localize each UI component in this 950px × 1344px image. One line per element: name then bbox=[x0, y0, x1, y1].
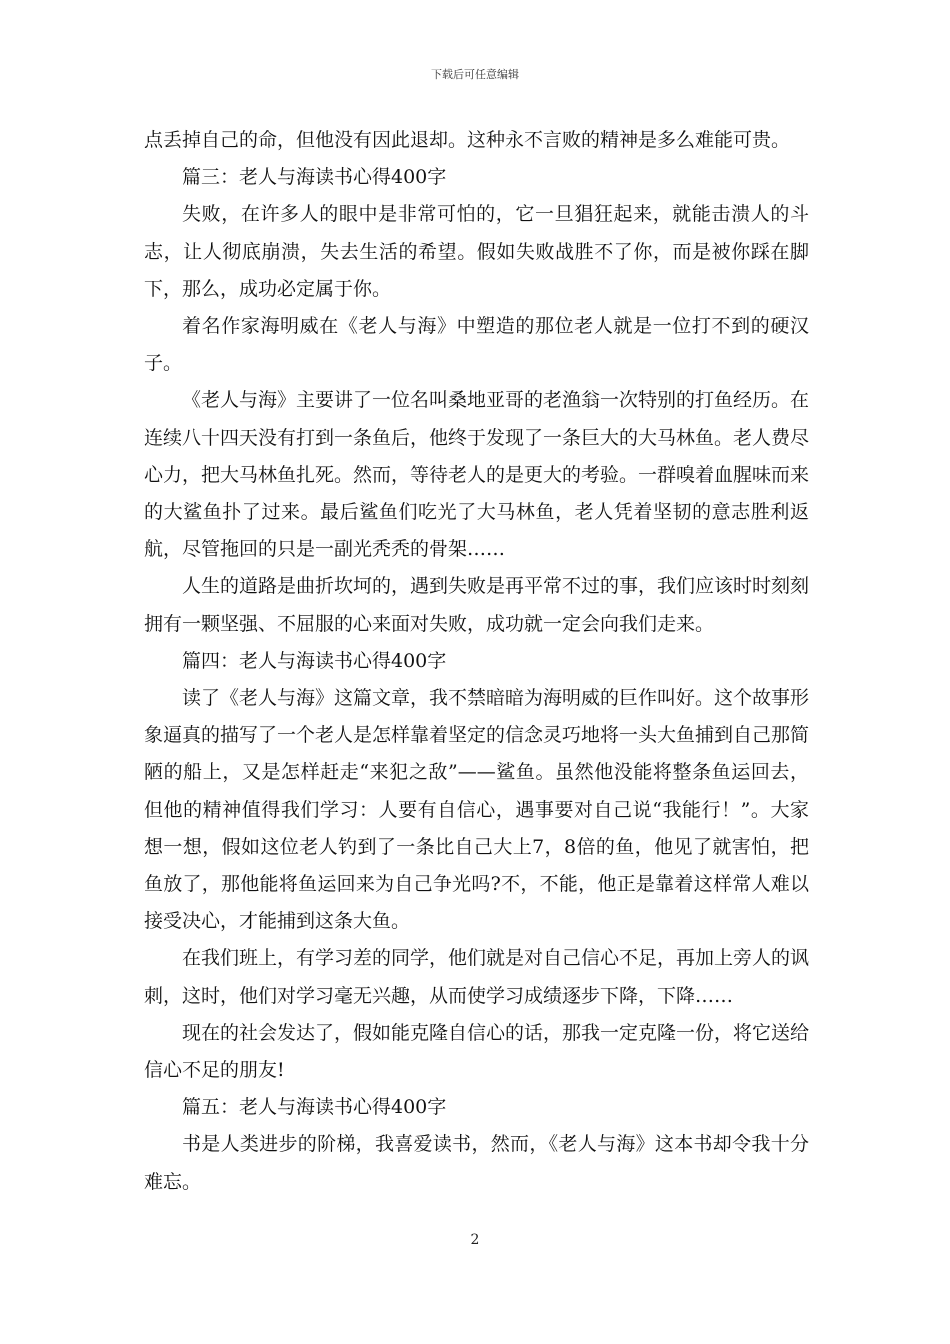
paragraph: 在我们班上，有学习差的同学，他们就是对自己信心不足，再加上旁人的讽刺，这时，他们对学习毫无兴趣，从而使学习成绩逐步下降，下降…… bbox=[144, 947, 810, 1007]
paragraph: 点丢掉自己的命，但他没有因此退却。这种永不言败的精神是多么难能可贵。 bbox=[144, 129, 791, 151]
paragraph: 书是人类进步的阶梯，我喜爱读书，然而，《老人与海》这本书却令我十分难忘。 bbox=[144, 1133, 809, 1193]
section-heading: 篇四：老人与海读书心得400字 bbox=[182, 649, 447, 672]
paragraph: 失败，在许多人的眼中是非常可怕的，它一旦猖狂起来，就能击溃人的斗志，让人彻底崩溃，失去生活的希望。假如失败战胜不了你，而是被你踩在脚下，那么，成功必定属于你。 bbox=[144, 203, 809, 300]
paragraph: 《老人与海》主要讲了一位名叫桑地亚哥的老渔翁一次特别的打鱼经历。在连续八十四天没有打到一条鱼后，他终于发现了一条巨大的大马林鱼。老人费尽心力，把大马林鱼扎死。然而，等待老人的是更大的考验。一群嗅着血腥味而来的大鲨鱼扑了过来。最后鲨鱼们吃光了大马林鱼，老人凭着坚韧的意志胜利返航，尽管拖回的只是一副光秃秃的骨架…… bbox=[144, 389, 810, 561]
document-body bbox=[144, 122, 809, 1201]
section-heading: 篇五：老人与海读书心得400字 bbox=[182, 1096, 447, 1119]
paragraph: 现在的社会发达了，假如能克隆自信心的话，那我一定克隆一份，将它送给信心不足的朋友! bbox=[144, 1021, 810, 1082]
paragraph: 着名作家海明威在《老人与海》中塑造的那位老人就是一位打不到的硬汉子。 bbox=[144, 315, 809, 375]
page-number: 2 bbox=[470, 1232, 480, 1248]
section-heading: 篇三：老人与海读书心得400字 bbox=[182, 166, 447, 189]
paragraph: 读了《老人与海》这篇文章，我不禁暗暗为海明威的巨作叫好。这个故事形象逼真的描写了一个老人是怎样靠着坚定的信念灵巧地将一头大鱼捕到自己那简陋的船上，又是怎样赶走“来犯之敌”——鲨鱼。虽然他没能将整条鱼运回去，但他的精神值得我们学习：人要有自信心，遇事要对自己说“我能行！”。大家想一想，假如这位老人钓到了一条比自己大上7，8倍的鱼，他见了就害怕，把鱼放了，那他能将鱼运回来为自己争光吗?不，不能，他正是靠着这样常人难以接受决心，才能捕到这条大鱼。 bbox=[144, 687, 810, 933]
page-header: 下载后可任意编辑 bbox=[431, 68, 519, 81]
paragraph: 人生的道路是曲折坎坷的，遇到失败是再平常不过的事，我们应该时时刻刻拥有一颗坚强、不屈服的心来面对失败，成功就一定会向我们走来。 bbox=[144, 575, 810, 635]
